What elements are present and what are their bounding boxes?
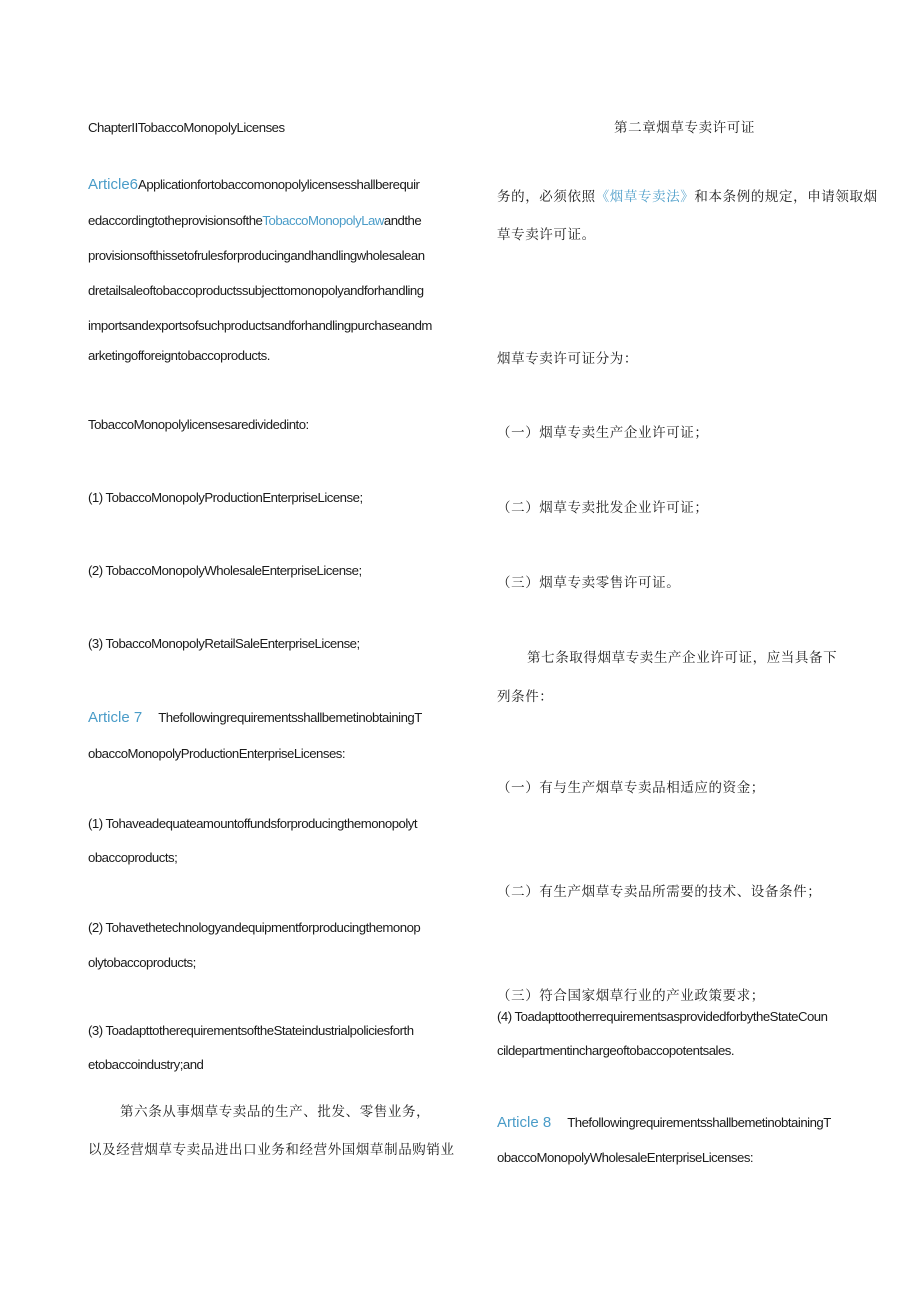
article6-line-1: Article6Applicationfortobaccomonopolylicensesshallberequir: [88, 176, 420, 193]
article6-line-5: importsandexportsofsuchproductsandforhandlingpurchaseandm: [88, 318, 432, 333]
zh-article6-cont-line-1: 务的，必须依照《烟草专卖法》和本条例的规定，申请领取烟: [497, 189, 878, 205]
license-item-en-2: (2) TobaccoMonopolyWholesaleEnterpriseLicense;: [88, 563, 362, 578]
article8-line-2: obaccoMonopolyWholesaleEnterpriseLicenses:: [497, 1150, 754, 1165]
tobacco-monopoly-law-zh-link[interactable]: 《烟草专卖法》: [595, 189, 695, 205]
req1-line-2: obaccoproducts;: [88, 850, 178, 865]
zh-article6-line-1: 第六条从事烟草专卖品的生产、批发、零售业务，: [120, 1104, 431, 1120]
article8-line-1: Article 8 ThefollowingrequirementsshallbemetinobtainingT: [497, 1114, 831, 1131]
zh-article7-line-1: 第七条取得烟草专卖生产企业许可证，应当具备下: [527, 650, 838, 666]
zh-article6-cont-line-2: 草专卖许可证。: [497, 227, 596, 243]
chapter-title-zh: 第二章烟草专卖许可证: [614, 120, 755, 136]
licenses-intro-zh: 烟草专卖许可证分为：: [497, 351, 638, 367]
article6-line-6: arketingofforeigntobaccoproducts.: [88, 348, 270, 363]
article7-line-2: obaccoMonopolyProductionEnterpriseLicenses:: [88, 746, 346, 761]
zh-req-1: （一）有与生产烟草专卖品相适应的资金；: [497, 780, 765, 796]
licenses-intro-en: TobaccoMonopolylicensesaredividedinto:: [88, 417, 309, 432]
license-item-en-1: (1) TobaccoMonopolyProductionEnterpriseLicense;: [88, 490, 363, 505]
article8-label[interactable]: Article 8: [497, 1114, 552, 1131]
req3-line-2: etobaccoindustry;and: [88, 1057, 204, 1072]
article6-label[interactable]: Article6: [88, 176, 139, 193]
license-item-zh-2: （二）烟草专卖批发企业许可证；: [497, 500, 709, 516]
req3-line-1: (3) ToadapttotherequirementsoftheStateindustrialpoliciesforth: [88, 1023, 414, 1038]
zh-req-2: （二）有生产烟草专卖品所需要的技术、设备条件；: [497, 884, 822, 900]
article6-line-2: edaccordingtotheprovisionsoftheTobaccoMonopolyLawandthe: [88, 213, 422, 228]
zh-req-3: （三）符合国家烟草行业的产业政策要求；: [497, 988, 765, 1004]
req4-line-2: cildepartmentinchargeoftobaccopotentsales.: [497, 1043, 735, 1058]
chapter-title-en: ChapterIITobaccoMonopolyLicenses: [88, 120, 285, 135]
zh-article6-line-2: 以及经营烟草专卖品进出口业务和经营外国烟草制品购销业: [88, 1142, 455, 1158]
license-item-en-3: (3) TobaccoMonopolyRetailSaleEnterpriseLicense;: [88, 636, 360, 651]
zh-article7-line-2: 列条件：: [497, 689, 554, 705]
article6-line-4: dretailsaleoftobaccoproductssubjecttomonopolyandforhandling: [88, 283, 424, 298]
license-item-zh-1: （一）烟草专卖生产企业许可证；: [497, 425, 709, 441]
req2-line-2: olytobaccoproducts;: [88, 955, 196, 970]
article6-line-3: provisionsofthissetofrulesforproducingandhandlingwholesalean: [88, 248, 425, 263]
req4-line-1: (4) ToadapttootherrequirementsasprovidedforbytheStateCoun: [497, 1009, 828, 1024]
tobacco-monopoly-law-link[interactable]: TobaccoMonopolyLaw: [262, 213, 384, 228]
req2-line-1: (2) Tohavethetechnologyandequipmentforproducingthemonop: [88, 920, 421, 935]
article7-line-1: Article 7 ThefollowingrequirementsshallbemetinobtainingT: [88, 709, 422, 726]
req1-line-1: (1) Tohaveadequateamountoffundsforproducingthemonopolyt: [88, 816, 418, 831]
license-item-zh-3: （三）烟草专卖零售许可证。: [497, 575, 681, 591]
article7-label[interactable]: Article 7: [88, 709, 143, 726]
